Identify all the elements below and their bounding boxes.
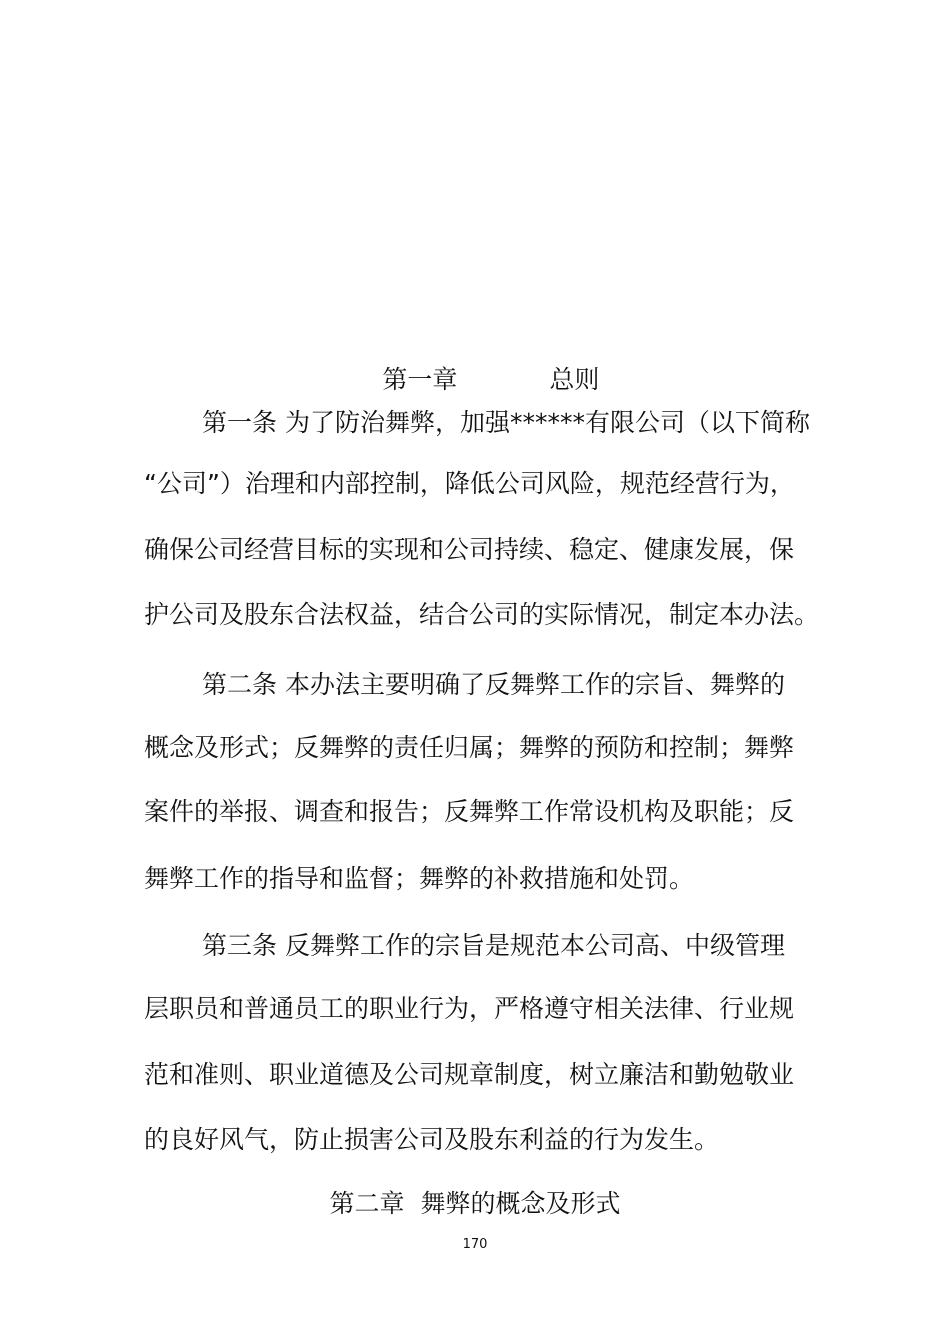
article-2-line-2: 概念及形式；反舞弊的责任归属；舞弊的预防和控制；舞弊 <box>144 733 795 762</box>
article-3-line-3: 范和准则、职业道德及公司规章制度，树立廉洁和勤勉敬业 <box>144 1060 795 1089</box>
article-2-line-1: 第二条 本办法主要明确了反舞弊工作的宗旨、舞弊的 <box>202 670 785 699</box>
page-number: 170 <box>462 1237 488 1252</box>
chapter-1-number: 第一章 <box>382 365 458 394</box>
article-3-line-1: 第三条 反舞弊工作的宗旨是规范本公司高、中级管理 <box>202 931 785 960</box>
article-1-line-2: “公司”）治理和内部控制，降低公司风险，规范经营行为， <box>144 469 795 498</box>
chapter-1-title: 总则 <box>549 365 600 394</box>
article-1-line-4: 护公司及股东合法权益，结合公司的实际情况，制定本办法。 <box>144 600 820 629</box>
article-3-line-2: 层职员和普通员工的职业行为，严格遵守相关法律、行业规 <box>144 994 795 1023</box>
article-2-line-3: 案件的举报、调查和报告；反舞弊工作常设机构及职能；反 <box>144 797 795 826</box>
article-2-line-4: 舞弊工作的指导和监督；舞弊的补救措施和处罚。 <box>144 864 695 893</box>
article-1-line-1: 第一条 为了防治舞弊，加强******有限公司（以下简称 <box>202 408 810 437</box>
article-3-line-4: 的良好风气，防止损害公司及股东利益的行为发生。 <box>144 1125 720 1154</box>
article-1-line-3: 确保公司经营目标的实现和公司持续、稳定、健康发展，保 <box>144 535 795 564</box>
chapter-2-heading: 第二章 舞弊的概念及形式 <box>329 1189 621 1218</box>
